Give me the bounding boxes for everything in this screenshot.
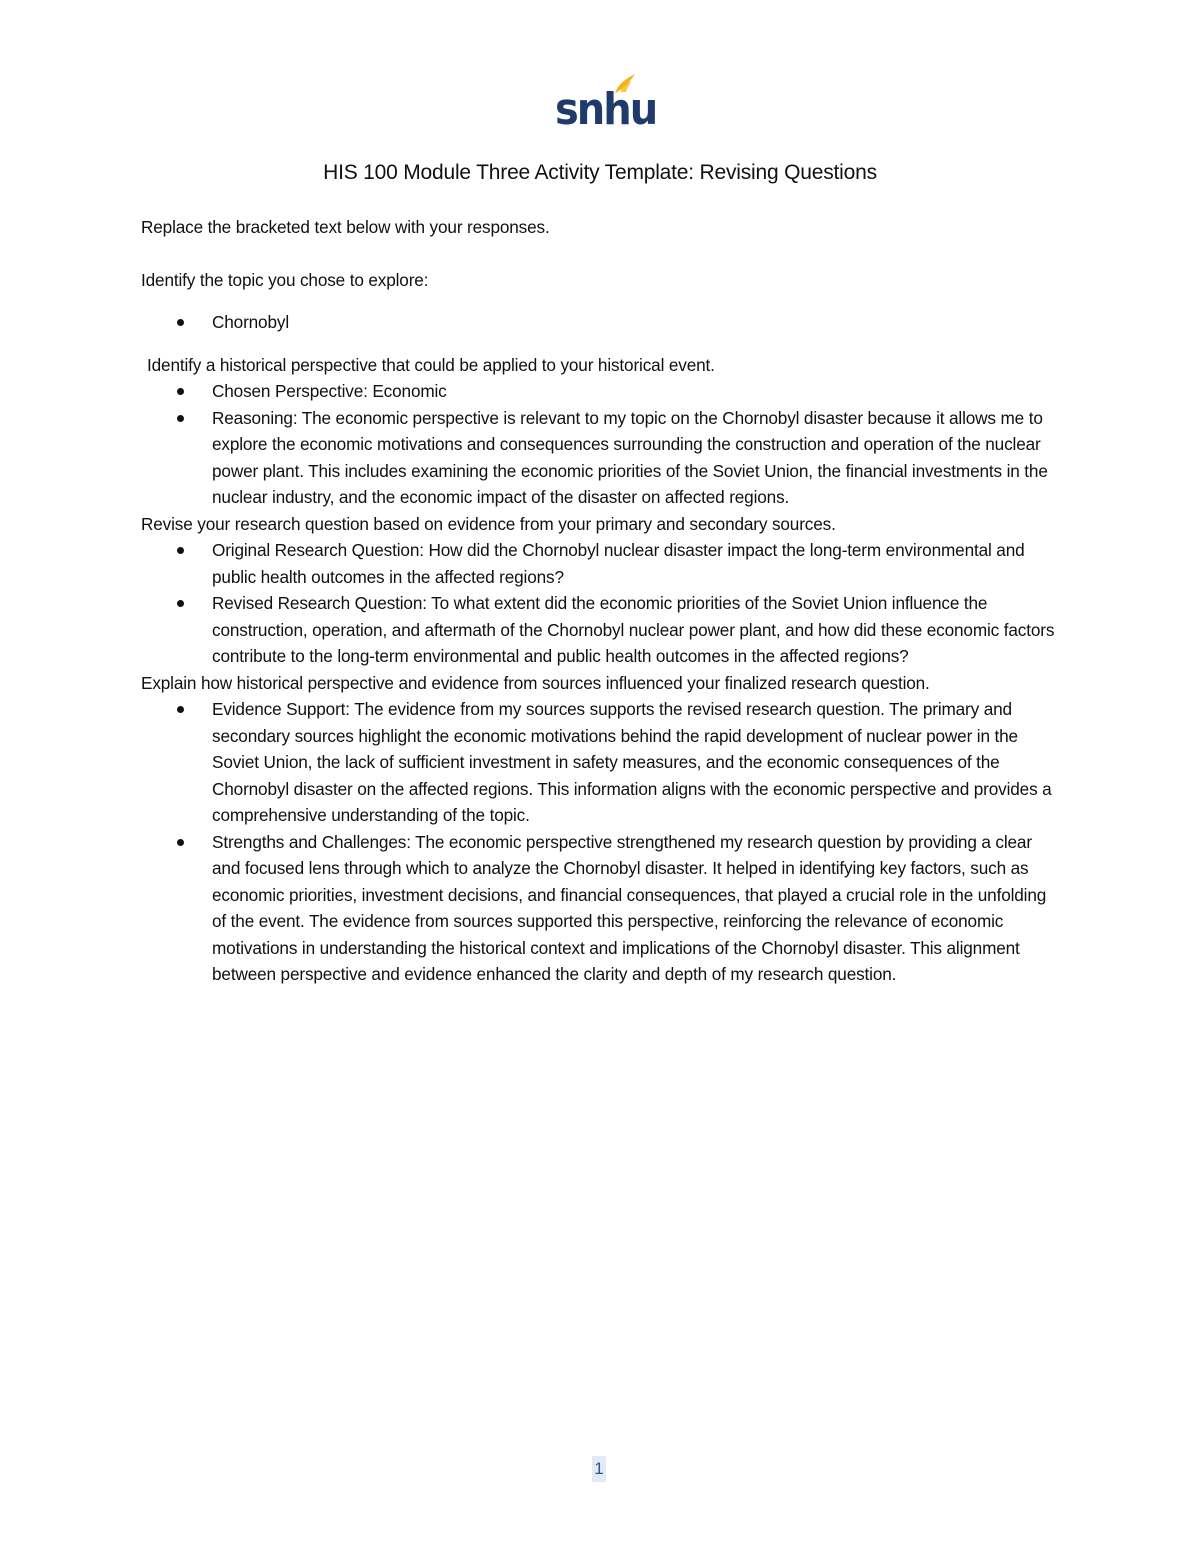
revise-list [141,537,1061,670]
explain-list [141,696,1061,988]
bullet-icon [177,839,184,846]
page-number: 1 [592,1456,606,1482]
instructions-text: Replace the bracketed text below with your responses. [141,217,550,237]
logo-wordmark: snhu [555,84,657,135]
list-item: Original Research Question: How did the Chornobyl nuclear disaster impact the long-term environmental and public health outcomes in the affected regions? [141,537,1061,590]
bullet-icon [177,600,184,607]
list-item: Revised Research Question: To what extent did the economic priorities of the Soviet Union influence the construction, operation, and aftermath of the Chornobyl nuclear power plant, and how did these economic factors contribute to the long-term environmental and public health outcomes in the affected regions? [141,590,1061,670]
list-item: Reasoning: The economic perspective is relevant to my topic on the Chornobyl disaster because it allows me to explore the economic motivations and consequences surrounding the construction and operation of the nuclear power plant. This includes examining the economic priorities of the Soviet Union, the financial investments in the nuclear industry, and the economic impact of the disaster on affected regions. [141,405,1061,511]
snhu-logo [555,72,657,135]
explain-prompt: Explain how historical perspective and evidence from sources influenced your finalized research question. [141,672,930,693]
bullet-icon [177,706,184,713]
page-title: HIS 100 Module Three Activity Template: Revising Questions [323,161,877,184]
perspective-prompt: Identify a historical perspective that could be applied to your historical event. [147,354,715,375]
bullet-icon [177,388,184,395]
bullet-icon [177,415,184,422]
document-body [141,214,1061,988]
list-item: Chosen Perspective: Economic [141,378,1061,405]
bullet-icon [177,319,184,326]
revise-prompt: Revise your research question based on evidence from your primary and secondary sources. [141,513,836,534]
perspective-list [141,378,1061,511]
list-item: Chornobyl [141,309,1061,336]
topic-prompt: Identify the topic you chose to explore: [141,269,429,290]
list-item: Evidence Support: The evidence from my sources supports the revised research question. The primary and secondary sources highlight the economic motivations behind the rapid development of nuclear power in the Soviet Union, the lack of sufficient investment in safety measures, and the economic consequences of the Chornobyl disaster on the affected regions. This information aligns with the economic perspective and provides a comprehensive understanding of the topic. [141,696,1061,829]
topic-list [141,309,1061,336]
list-item: Strengths and Challenges: The economic perspective strengthened my research question by providing a clear and focused lens through which to analyze the Chornobyl disaster. It helped in identifying key factors, such as economic priorities, investment decisions, and financial consequences, that played a crucial role in the unfolding of the event. The evidence from sources supported this perspective, reinforcing the relevance of economic motivations in understanding the historical context and implications of the Chornobyl disaster. This alignment between perspective and evidence enhanced the clarity and depth of my research question. [141,829,1061,988]
bullet-icon [177,547,184,554]
